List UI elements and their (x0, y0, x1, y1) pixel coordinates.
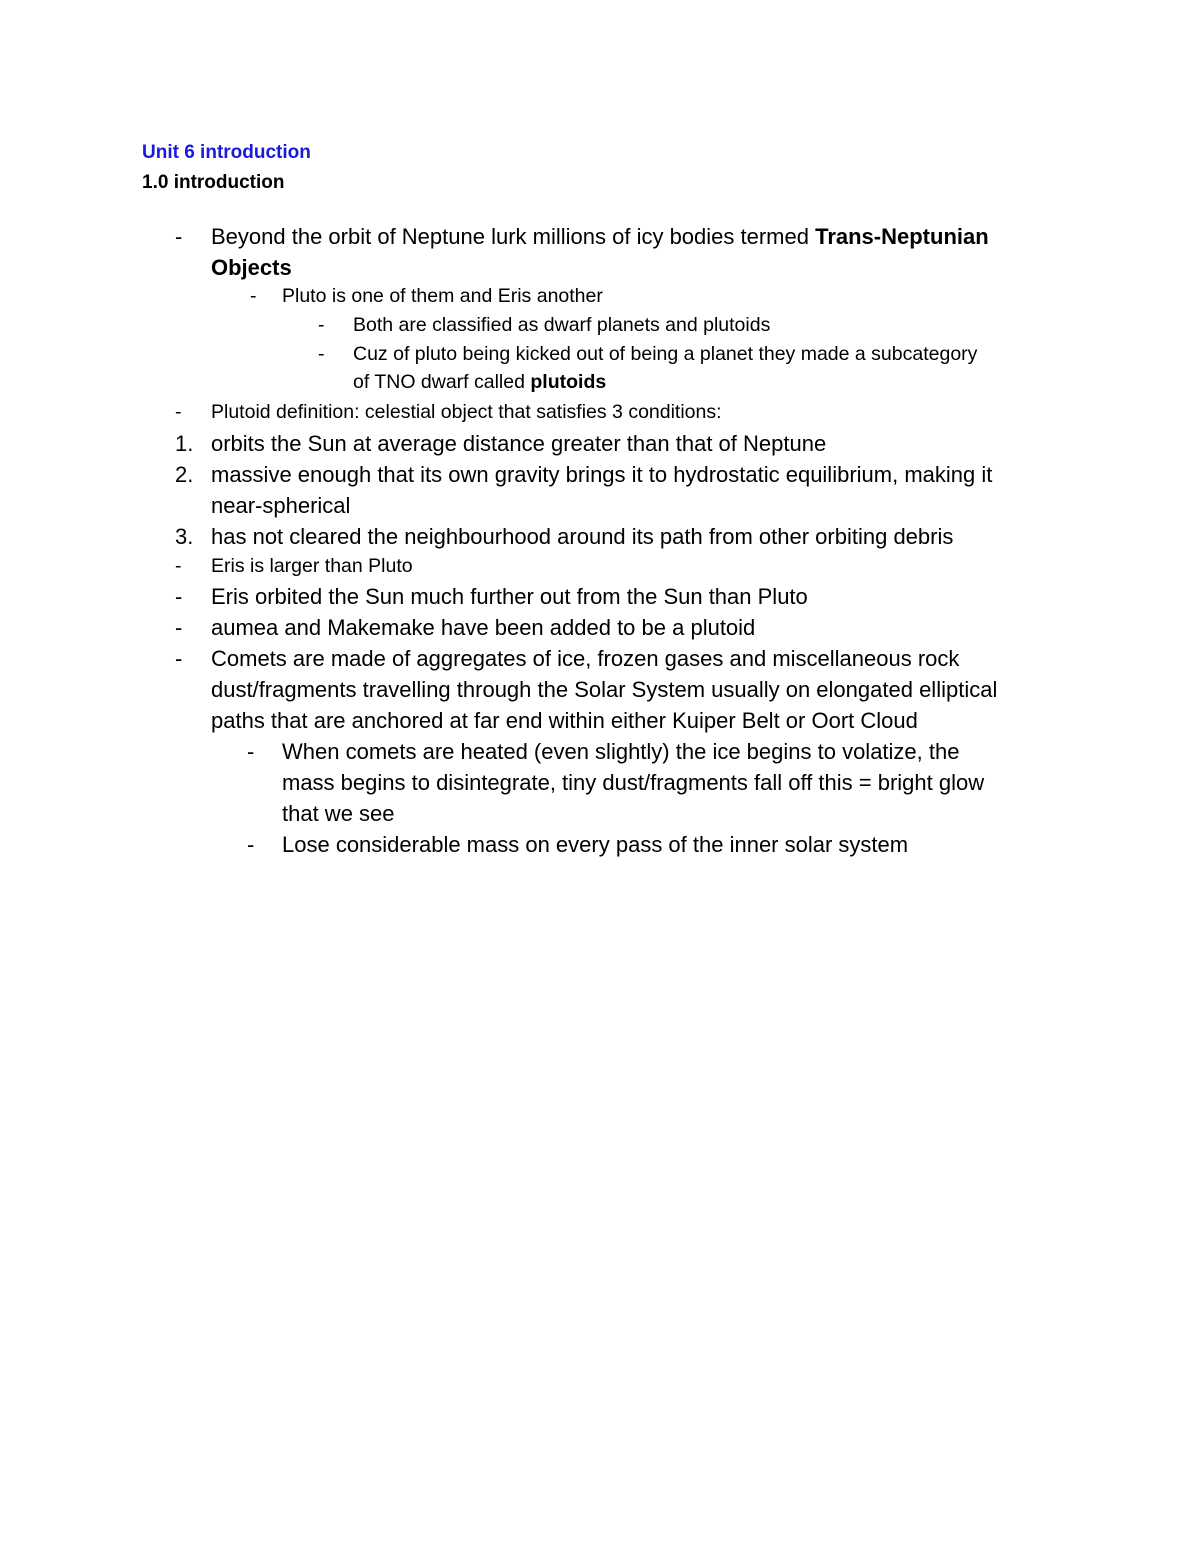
list-item: Cuz of pluto being kicked out of being a planet they made a subcategory (353, 343, 978, 365)
list-item-continuation: dust/fragments travelling through the Solar System usually on elongated elliptical (211, 677, 998, 702)
numbered-item-continuation: near-spherical (211, 493, 351, 518)
section-heading: 1.0 introduction (142, 172, 285, 193)
bullet-marker: - (175, 555, 182, 577)
list-item-continuation (353, 367, 606, 398)
list-item: Eris is larger than Pluto (211, 555, 413, 577)
bullet-marker: - (175, 584, 183, 609)
bullet-marker: - (175, 615, 183, 640)
numbered-item: massive enough that its own gravity brings it to hydrostatic equilibrium, making it (211, 462, 993, 487)
bullet-marker: - (250, 285, 257, 307)
list-item: Eris orbited the Sun much further out from the Sun than Pluto (211, 584, 808, 609)
number-marker: 2. (175, 462, 194, 487)
numbered-item: has not cleared the neighbourhood around its path from other orbiting debris (211, 524, 954, 549)
list-item: Comets are made of aggregates of ice, frozen gases and miscellaneous rock (211, 646, 960, 671)
bullet-marker: - (175, 224, 183, 249)
list-item: Both are classified as dwarf planets and plutoids (353, 314, 771, 336)
list-item-continuation (211, 252, 292, 283)
bullet-marker: - (318, 343, 325, 365)
list-item: aumea and Makemake have been added to be a plutoid (211, 615, 756, 640)
bullet-marker: - (247, 832, 255, 857)
list-item: When comets are heated (even slightly) the ice begins to volatize, the (282, 739, 960, 764)
number-marker: 3. (175, 524, 194, 549)
list-item: Pluto is one of them and Eris another (282, 285, 603, 307)
list-item: Lose considerable mass on every pass of the inner solar system (282, 832, 909, 857)
document-title: Unit 6 introduction (142, 142, 311, 163)
numbered-item: orbits the Sun at average distance greater than that of Neptune (211, 431, 827, 456)
number-marker: 1. (175, 431, 194, 456)
bullet-marker: - (175, 401, 182, 423)
list-item (211, 221, 989, 252)
list-item: Plutoid definition: celestial object that satisfies 3 conditions: (211, 401, 722, 423)
list-item-text: of TNO dwarf called (353, 371, 531, 393)
bullet-marker: - (175, 646, 183, 671)
list-item-continuation: paths that are anchored at far end within either Kuiper Belt or Oort Cloud (211, 708, 918, 733)
bullet-marker: - (318, 314, 325, 336)
bold-term: Objects (211, 255, 292, 280)
list-item-continuation: that we see (282, 801, 395, 826)
list-item-text: Beyond the orbit of Neptune lurk millions of icy bodies termed (211, 224, 816, 249)
bold-term: plutoids (530, 371, 607, 393)
list-item-continuation: mass begins to disintegrate, tiny dust/fragments fall off this = bright glow (282, 770, 985, 795)
bold-term: Trans-Neptunian (815, 224, 989, 249)
bullet-marker: - (247, 739, 255, 764)
